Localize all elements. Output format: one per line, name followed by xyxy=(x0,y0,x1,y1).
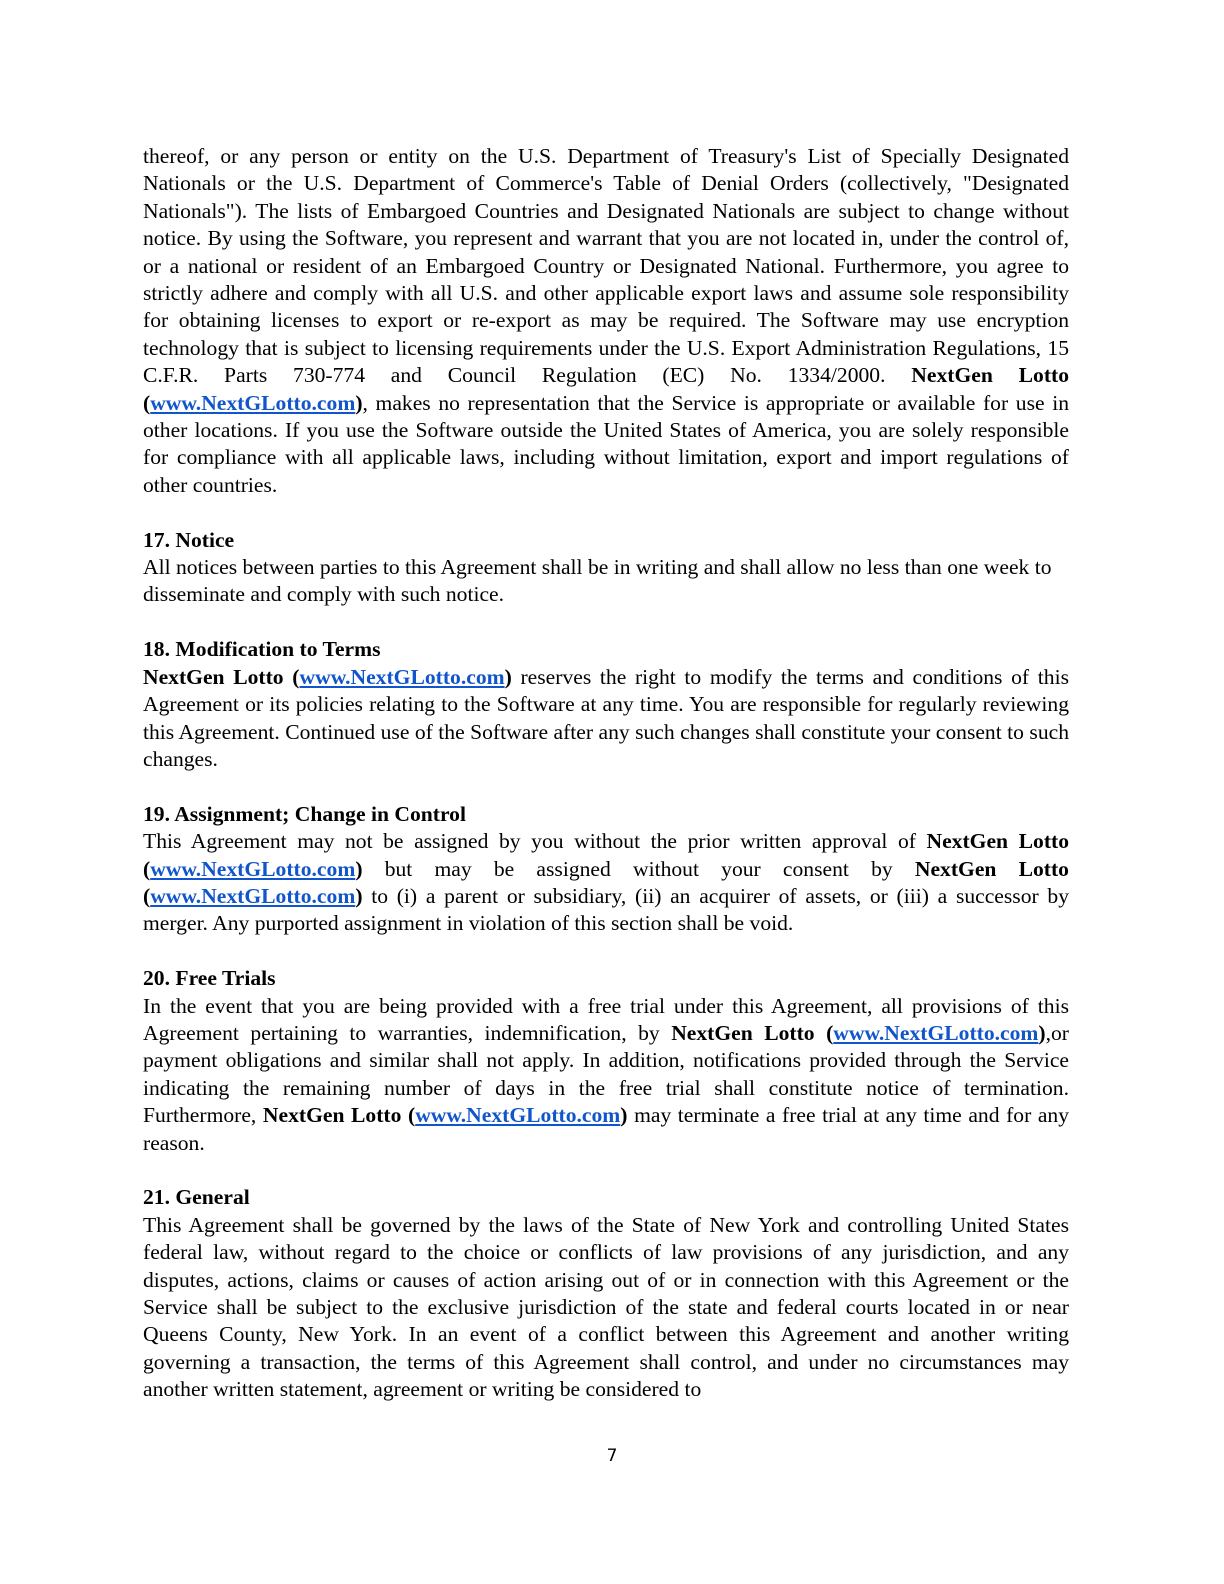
page-number: 7 xyxy=(606,1446,618,1466)
section-17-heading: 17. Notice xyxy=(143,527,235,552)
brand-name: NextGen Lotto xyxy=(143,664,284,689)
section-16-text-b: , makes no representation that the Service is appropriate or available for use in other locations. If you use the Software outside the United States of America, you are solely responsible for compliance with all applicable laws, including without limitation, export and import regulations of other countries. xyxy=(143,390,1069,497)
brand-name: NextGen Lotto xyxy=(262,1103,402,1128)
brand-link[interactable]: www.NextGLotto.com xyxy=(415,1103,621,1128)
section-20-heading: 20. Free Trials xyxy=(143,966,276,991)
document-body xyxy=(143,143,1069,1404)
section-19-text: This Agreement may not be assigned by you without the prior written approval of NextGen Lotto (www.NextGLotto.com) but may be assigned without your consent by NextGen Lotto (www.NextGLotto.com) to (i) a parent or subsidiary, (ii) an acquirer of assets, or (iii) a successor by merger. Any purported assignment in violation of this section shall be void. xyxy=(143,829,1069,936)
brand-name: NextGen Lotto xyxy=(911,363,1069,388)
brand-link[interactable]: www.NextGLotto.com xyxy=(150,883,356,908)
section-18-heading: 18. Modification to Terms xyxy=(143,637,381,662)
section-19-heading: 19. Assignment; Change in Control xyxy=(143,801,466,826)
brand-name: NextGen Lotto xyxy=(926,829,1069,854)
section-16-continuation: thereof, or any person or entity on the U.S. Department of Treasury's List of Specially Designated Nationals or the U.S. Department of Commerce's Table of Denial Orders (collectively, "Designated Nationals"). The lists of Embargoed Countries and Designated Nationals are subject to change without notice. By using the Software, you represent and warrant that you are not located in, under the control of, or a national or resident of an Embargoed Country or Designated National. Furthermore, you agree to strictly adhere and comply with all U.S. and other applicable export laws and assume sole responsibility for obtaining licenses to export or re-export as may be required. The Software may use encryption technology that is subject to licensing requirements under the U.S. Export Administration Regulations, 15 C.F.R. Parts 730-774 and Council Regulation (EC) No. 1334/2000. NextGen Lotto (www.NextGLotto.com), makes no representation that the Service is appropriate or available for use in other locations. If you use the Software outside the United States of America, you are solely responsible for compliance with all applicable laws, including without limitation, export and import regulations of other countries. xyxy=(143,144,1069,497)
section-21-heading: 21. General xyxy=(143,1185,250,1210)
section-16-text-a: thereof, or any person or entity on the U.S. Department of Treasury's List of Specially Designated Nationals or the U.S. Department of Commerce's Table of Denial Orders (collectively, "Designated Nationals"). The lists of Embargoed Countries and Designated Nationals are subject to change without notice. By using the Software, you represent and warrant that you are not located in, under the control of, or a national or resident of an Embargoed Country or Designated National. Furthermore, you agree to strictly adhere and comply with all U.S. and other applicable export laws and assume sole responsibility for obtaining licenses to export or re-export as may be required. The Software may use encryption technology that is subject to licensing requirements under the U.S. Export Administration Regulations, 15 C.F.R. Parts 730-774 and Council Regulation (EC) No. 1334/2000. xyxy=(143,144,1069,388)
section-20-text: In the event that you are being provided with a free trial under this Agreement, all provisions of this Agreement pertaining to warranties, indemnification, by NextGen Lotto (www.NextGLotto.com),or payment obligations and similar shall not apply. In addition, notifications provided through the Service indicating the remaining number of days in the free trial shall constitute notice of termination. Furthermore, NextGen Lotto (www.NextGLotto.com) may terminate a free trial at any time and for any reason. xyxy=(143,993,1069,1155)
brand-link[interactable]: www.NextGLotto.com xyxy=(150,856,356,881)
brand-link[interactable]: www.NextGLotto.com xyxy=(150,390,356,415)
brand-link[interactable]: www.NextGLotto.com xyxy=(299,664,505,689)
brand-name: NextGen Lotto xyxy=(671,1020,815,1045)
section-21-text: This Agreement shall be governed by the laws of the State of New York and controlling United States federal law, without regard to the choice or conflicts of law provisions of any jurisdiction, and any disputes, actions, claims or causes of action arising out of or in connection with this Agreement or the Service shall be subject to the exclusive jurisdiction of the state and federal courts located in or near Queens County, New York. In an event of a conflict between this Agreement and another writing governing a transaction, the terms of this Agreement shall control, and under no circumstances may another written statement, agreement or writing be considered to xyxy=(143,1212,1069,1402)
brand-link[interactable]: www.NextGLotto.com xyxy=(833,1020,1039,1045)
brand-name: NextGen Lotto xyxy=(914,856,1069,881)
section-17-text: All notices between parties to this Agreement shall be in writing and shall allow no less than one week to disseminate and comply with such notice. xyxy=(143,555,1052,607)
section-18-text: NextGen Lotto (www.NextGLotto.com) reserves the right to modify the terms and conditions of this Agreement or its policies relating to the Software at any time. You are responsible for regularly reviewing this Agreement. Continued use of the Software after any such changes shall constitute your consent to such changes. xyxy=(143,664,1069,771)
